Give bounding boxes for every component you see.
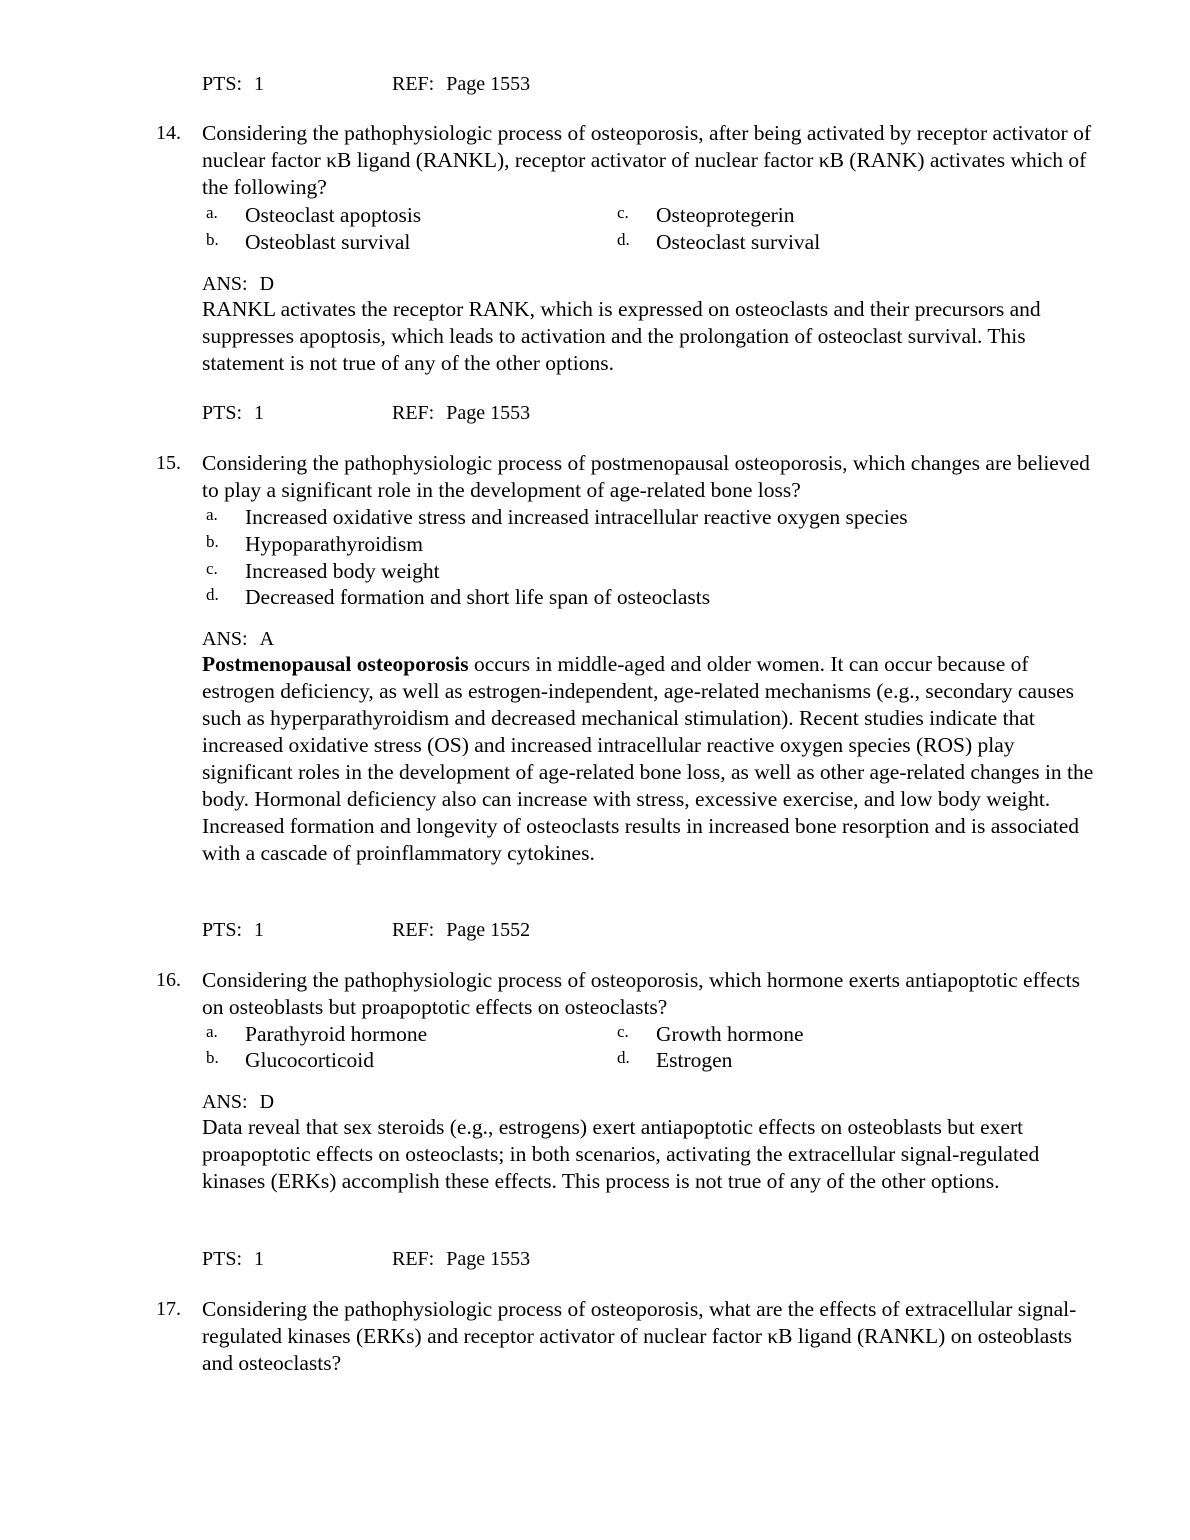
answer-rationale <box>202 651 1102 867</box>
option-text: Osteoclast survival <box>656 230 821 254</box>
ans-value: D <box>259 273 275 295</box>
ref-value: Page 1553 <box>446 402 531 424</box>
pts-label: PTS: <box>202 73 243 95</box>
pts-value: 1 <box>254 73 265 95</box>
question-number: 16. <box>156 969 181 991</box>
option-letter: a. <box>206 1022 218 1041</box>
option-text: Osteoblast survival <box>245 230 411 254</box>
option-text: Hypoparathyroidism <box>245 532 423 556</box>
option-letter: c. <box>206 559 218 578</box>
pts-value: 1 <box>254 1248 265 1270</box>
option-letter: a. <box>206 203 218 222</box>
option-letter: d. <box>617 1048 630 1067</box>
ref-label: REF: <box>392 919 435 941</box>
ans-value: D <box>259 1091 275 1113</box>
option-letter: b. <box>206 1048 219 1067</box>
ans-value: A <box>259 628 275 650</box>
ref-label: REF: <box>392 73 435 95</box>
option-text: Glucocorticoid <box>245 1048 374 1072</box>
rationale-text: occurs in middle-aged and older women. It can occur because of estrogen deficiency, as well as estrogen-independent, age-related mechanisms (e.g., secondary causes such as hyperparathyroidism and decreased mechanical stimulation). Recent studies indicate that increased oxidative stress (OS) and increased intracellular reactive oxygen species (ROS) play significant roles in the development of age-related bone loss, as well as other age-related changes in the body. Hormonal deficiency also can increase with stress, excessive exercise, and low body weight. Increased formation and longevity of osteoclasts results in increased bone resorption and is associated with a cascade of proinflammatory cytokines. <box>202 652 1094 865</box>
ref-value: Page 1552 <box>446 919 531 941</box>
option-letter: c. <box>617 203 629 222</box>
ans-label: ANS: <box>202 628 248 650</box>
option-letter: b. <box>206 230 219 249</box>
question-number: 15. <box>156 452 181 474</box>
ref-label: REF: <box>392 1248 435 1270</box>
option-text: Parathyroid hormone <box>245 1022 428 1046</box>
answer-line <box>202 1090 274 1114</box>
question-stem: Considering the pathophysiologic process of postmenopausal osteoporosis, which changes are believed to play a significant role in the development of age-related bone loss? <box>202 451 1090 502</box>
option-letter: d. <box>617 230 630 249</box>
pts-ref-line <box>202 1247 531 1271</box>
pts-label: PTS: <box>202 1248 243 1270</box>
ans-label: ANS: <box>202 273 248 295</box>
pts-ref-line <box>202 401 531 425</box>
option-text: Osteoprotegerin <box>656 203 795 227</box>
option-letter: d. <box>206 585 219 604</box>
option-text: Estrogen <box>656 1048 733 1072</box>
rationale-bold-term: Postmenopausal osteoporosis <box>202 652 469 676</box>
ref-label: REF: <box>392 402 435 424</box>
ref-value: Page 1553 <box>446 73 531 95</box>
pts-ref-line <box>202 72 531 96</box>
option-text: Increased oxidative stress and increased intracellular reactive oxygen species <box>245 505 908 529</box>
pts-value: 1 <box>254 402 265 424</box>
answer-rationale: RANKL activates the receptor RANK, which is expressed on osteoclasts and their precursors and suppresses apoptosis, which leads to activation and the prolongation of osteoclast survival. This statement is not true of any of the other options. <box>202 297 1041 375</box>
option-text: Decreased formation and short life span of osteoclasts <box>245 585 711 609</box>
pts-value: 1 <box>254 919 265 941</box>
option-letter: c. <box>617 1022 629 1041</box>
ans-label: ANS: <box>202 1091 248 1113</box>
question-stem: Considering the pathophysiologic process of osteoporosis, which hormone exerts antiapoptotic effects on osteoblasts but proapoptotic effects on osteoclasts? <box>202 968 1080 1019</box>
pts-label: PTS: <box>202 919 243 941</box>
answer-rationale: Data reveal that sex steroids (e.g., estrogens) exert antiapoptotic effects on osteoblasts but exert proapoptotic effects on osteoclasts; in both scenarios, activating the extracellular signal-regulated kinases (ERKs) accomplish these effects. This process is not true of any of the other options. <box>202 1115 1040 1193</box>
pts-ref-line <box>202 918 531 942</box>
option-text: Increased body weight <box>245 559 440 583</box>
ref-value: Page 1553 <box>446 1248 531 1270</box>
option-letter: b. <box>206 532 219 551</box>
option-text: Growth hormone <box>656 1022 804 1046</box>
question-number: 14. <box>156 122 181 144</box>
option-letter: a. <box>206 505 218 524</box>
question-stem: Considering the pathophysiologic process of osteoporosis, what are the effects of extracellular signal-regulated kinases (ERKs) and receptor activator of nuclear factor κB ligand (RANKL) on osteoblasts and osteoclasts? <box>202 1297 1077 1375</box>
question-stem: Considering the pathophysiologic process of osteoporosis, after being activated by receptor activator of nuclear factor κB ligand (RANKL), receptor activator of nuclear factor κB (RANK) activates which of the following? <box>202 121 1092 199</box>
answer-line <box>202 627 274 651</box>
question-number: 17. <box>156 1298 181 1320</box>
option-text: Osteoclast apoptosis <box>245 203 422 227</box>
pts-label: PTS: <box>202 402 243 424</box>
answer-line <box>202 272 274 296</box>
